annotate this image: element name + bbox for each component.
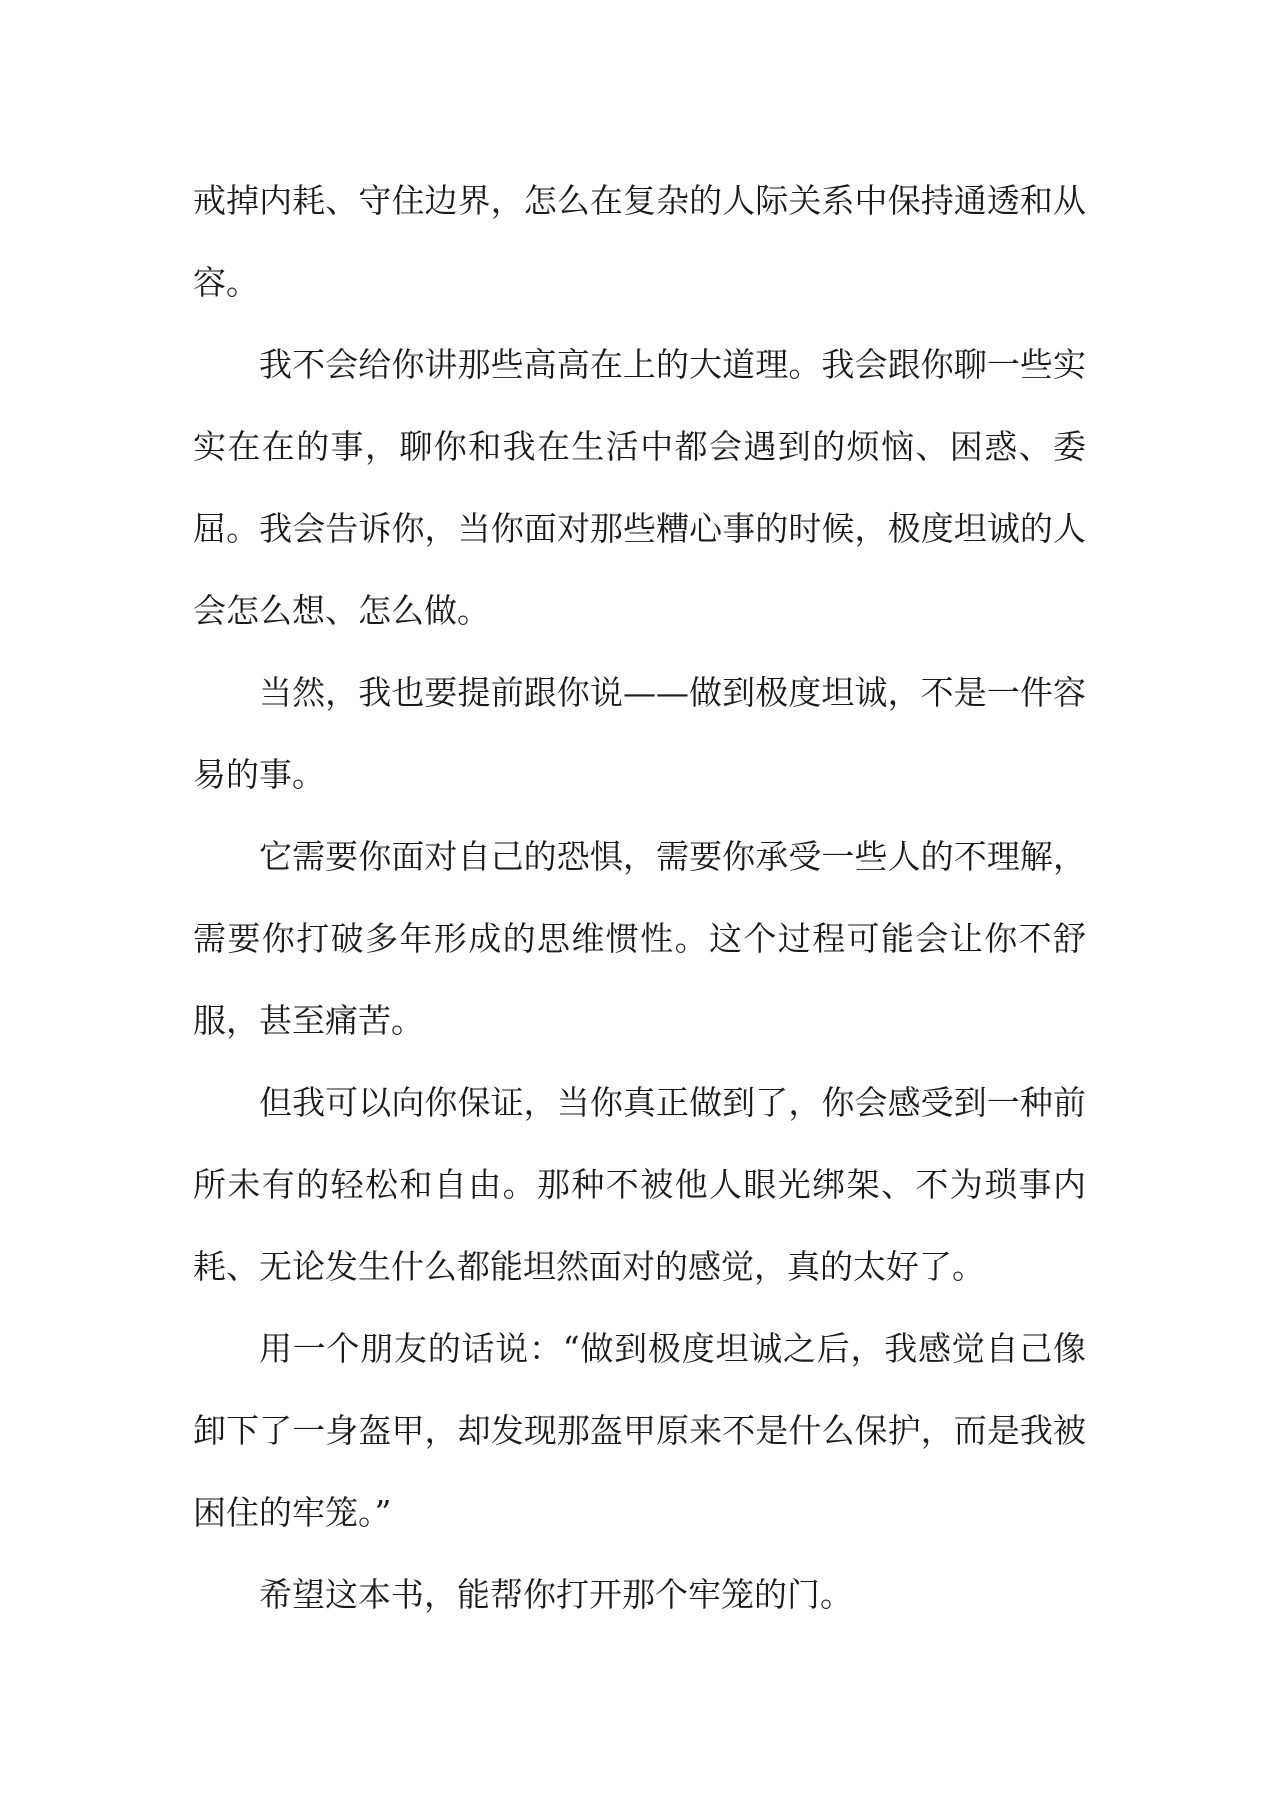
paragraph-1: 戒掉内耗、守住边界，怎么在复杂的人际关系中保持通透和从容。 <box>193 181 1086 302</box>
paragraph-7: 希望这本书，能帮你打开那个牢笼的门。 <box>259 1575 853 1614</box>
paragraph-6: 用一个朋友的话说：“做到极度坦诚之后，我感觉自己像卸下了一身盔甲，却发现那盔甲原来不是什么保护，而是我被困住的牢笼。” <box>193 1329 1086 1532</box>
paragraph-4: 它需要你面对自己的恐惧，需要你承受一些人的不理解，需要你打破多年形成的思维惯性。这个过程可能会让你不舒服，甚至痛苦。 <box>193 837 1086 1040</box>
document-body <box>193 160 1086 1636</box>
paragraph-5: 但我可以向你保证，当你真正做到了，你会感受到一种前所未有的轻松和自由。那种不被他人眼光绑架、不为琐事内耗、无论发生什么都能坦然面对的感觉，真的太好了。 <box>193 1083 1086 1286</box>
paragraph-3: 当然，我也要提前跟你说——做到极度坦诚，不是一件容易的事。 <box>193 673 1086 794</box>
paragraph-2: 我不会给你讲那些高高在上的大道理。我会跟你聊一些实实在在的事，聊你和我在生活中都会遇到的烦恼、困惑、委屈。我会告诉你，当你面对那些糟心事的时候，极度坦诚的人会怎么想、怎么做。 <box>193 345 1086 630</box>
